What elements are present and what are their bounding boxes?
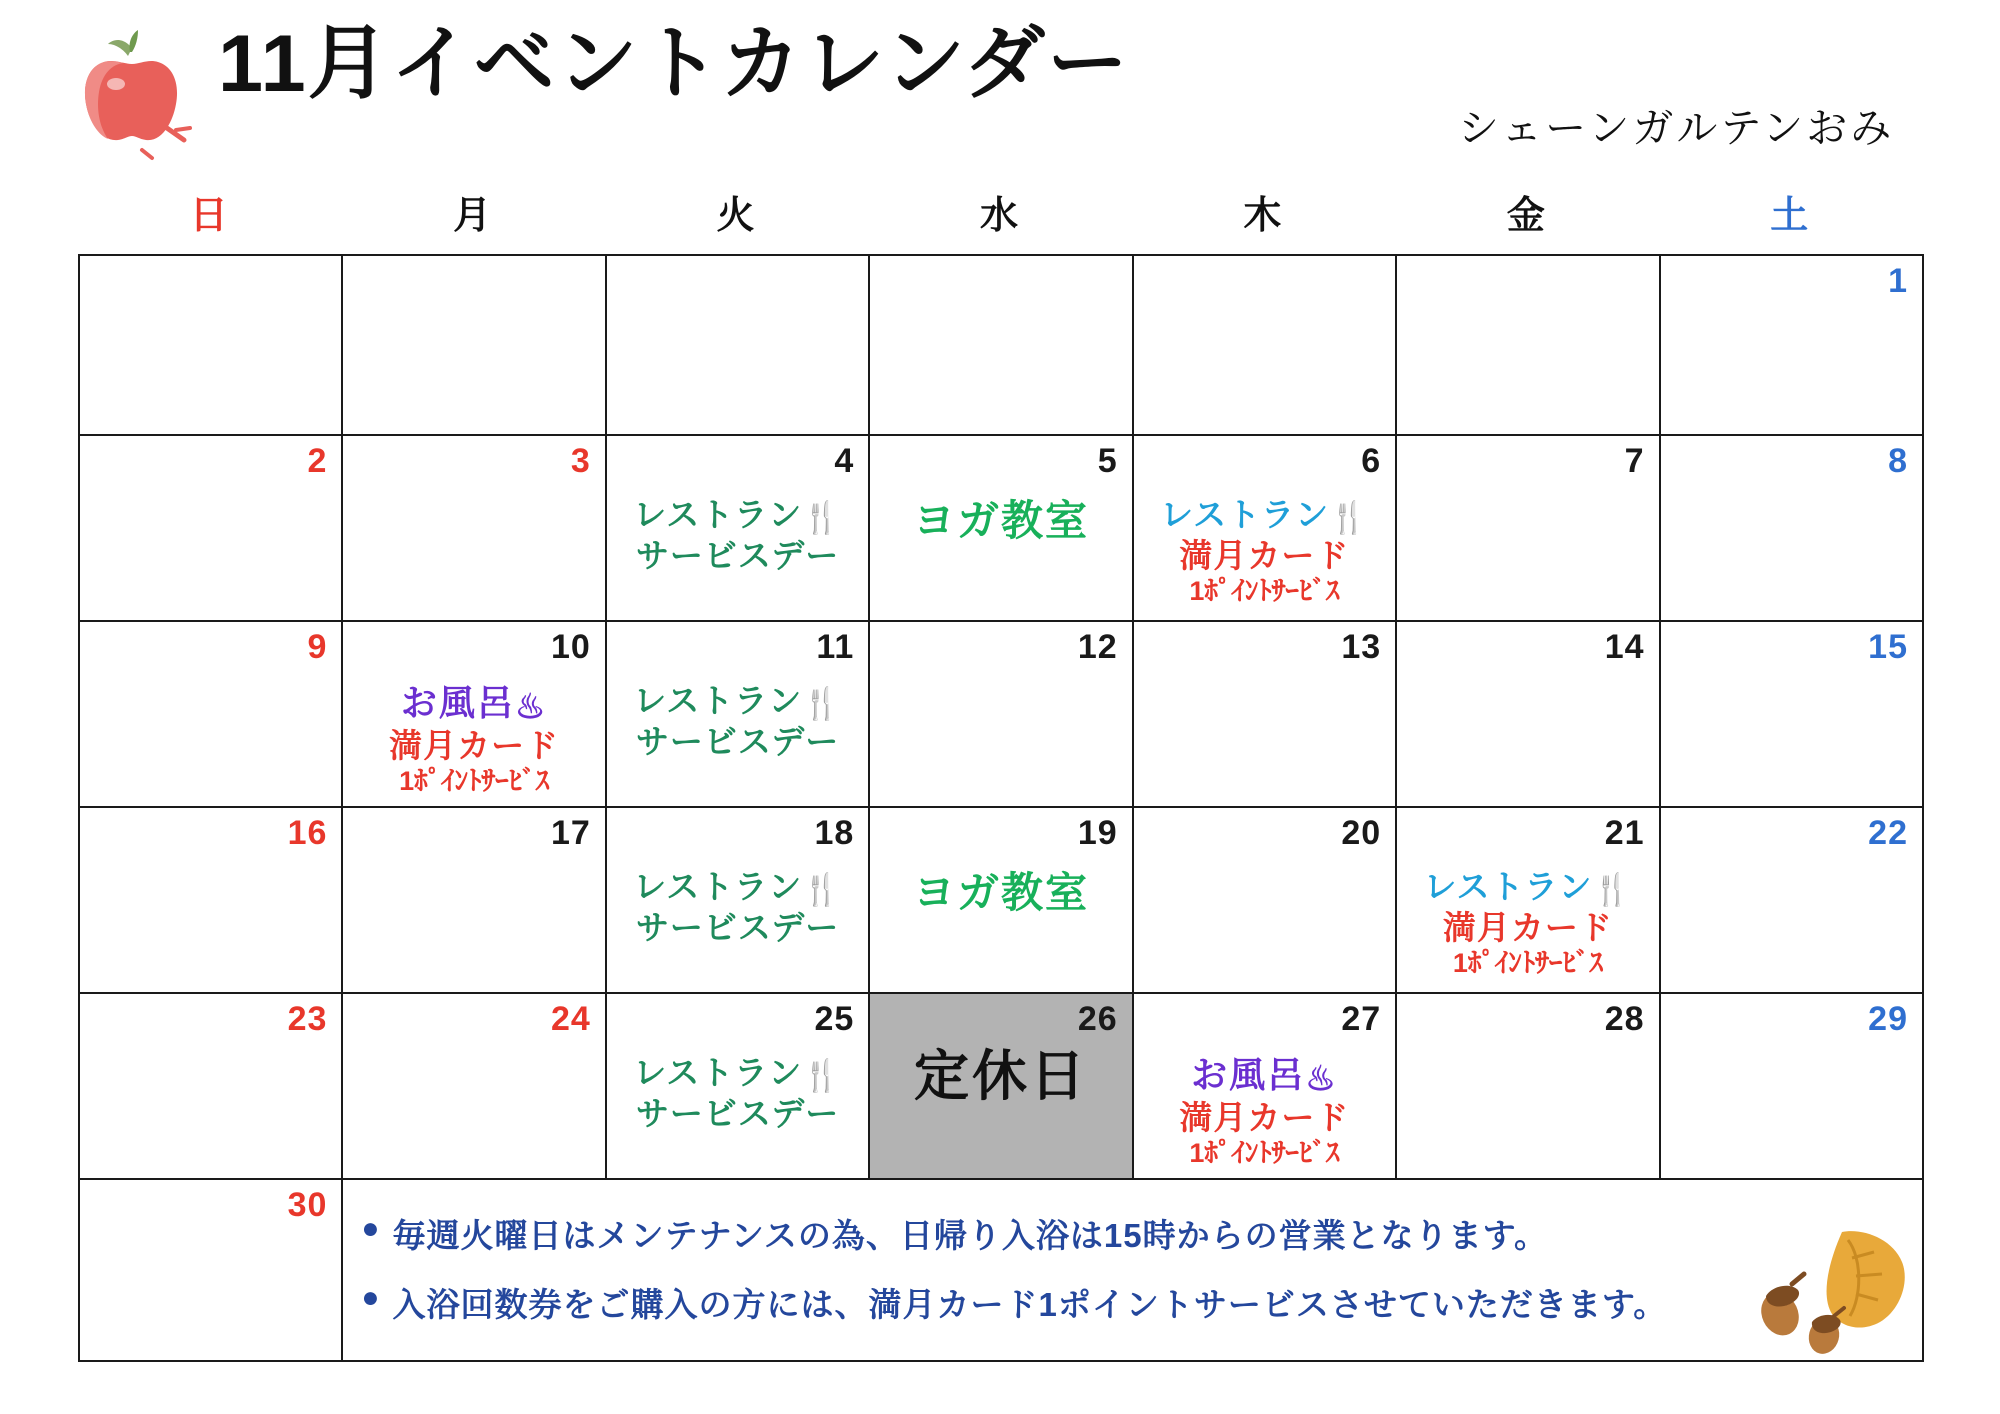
day-number: 4 xyxy=(834,442,855,480)
acorn-leaf-icon xyxy=(1722,1218,1912,1358)
event-moon-card: 満月カード xyxy=(1442,908,1613,946)
calendar-day-cell[interactable] xyxy=(1134,256,1397,436)
weekday-fri: 金 xyxy=(1506,195,1547,237)
calendar-day-cell[interactable] xyxy=(870,622,1133,808)
calendar-footer-row xyxy=(80,1180,1924,1362)
day-number: 5 xyxy=(1097,442,1118,480)
calendar-day-cell[interactable] xyxy=(80,1180,343,1362)
day-number: 14 xyxy=(1604,628,1645,666)
calendar-day-cell[interactable] xyxy=(1661,256,1924,436)
calendar-day-cell[interactable] xyxy=(343,622,606,808)
event-moon-card: 満月カード xyxy=(1179,1099,1350,1137)
calendar-day-cell[interactable] xyxy=(1397,622,1660,808)
note-item xyxy=(361,1279,1922,1326)
cutlery-icon: 🍴 xyxy=(1329,500,1369,535)
day-number: 23 xyxy=(287,1000,328,1038)
event-restaurant: レストラン🍴 xyxy=(1160,496,1369,535)
calendar-notes xyxy=(343,1180,1924,1362)
event-closed-day: 定休日 xyxy=(913,1045,1088,1107)
event-restaurant: レストラン🍴 xyxy=(633,496,842,535)
calendar-day-cell[interactable] xyxy=(1661,994,1924,1180)
day-events xyxy=(882,496,1119,546)
day-number: 1 xyxy=(1888,262,1908,300)
event-restaurant: レストラン🍴 xyxy=(1423,868,1633,907)
calendar-day-cell[interactable] xyxy=(1134,994,1397,1180)
event-bath: お風呂♨ xyxy=(1191,1054,1338,1098)
day-events xyxy=(1409,868,1646,979)
event-restaurant: レストラン🍴 xyxy=(633,1054,842,1093)
day-number: 2 xyxy=(307,442,328,480)
day-number: 26 xyxy=(1077,1000,1118,1038)
day-number: 3 xyxy=(570,442,591,480)
calendar-day-cell[interactable] xyxy=(343,808,606,994)
day-number: 21 xyxy=(1604,814,1645,852)
calendar-day-cell[interactable] xyxy=(1661,436,1924,622)
event-service-day: サービスデー xyxy=(635,908,840,946)
cutlery-icon: 🍴 xyxy=(1592,872,1633,907)
bullet-icon: ● xyxy=(361,1281,381,1314)
weekday-tue: 火 xyxy=(716,195,757,237)
calendar-day-cell[interactable] xyxy=(1397,994,1660,1180)
cutlery-icon: 🍴 xyxy=(802,500,842,535)
day-number: 27 xyxy=(1341,1000,1382,1038)
onsen-icon: ♨ xyxy=(514,688,548,726)
day-number: 15 xyxy=(1868,628,1908,666)
calendar-day-cell-closed[interactable] xyxy=(870,994,1133,1180)
day-events xyxy=(882,1044,1119,1109)
day-number: 19 xyxy=(1077,814,1118,852)
note-text: 毎週火曜日はメンテナンスの為、日帰り入浴は15時からの営業となります。 xyxy=(392,1217,1548,1254)
calendar-day-cell[interactable] xyxy=(870,436,1133,622)
day-number: 12 xyxy=(1077,628,1118,666)
day-number: 9 xyxy=(307,628,328,666)
day-number: 20 xyxy=(1341,814,1382,852)
calendar-day-cell[interactable] xyxy=(1134,436,1397,622)
calendar-week-row xyxy=(80,808,1924,994)
calendar-week-row xyxy=(80,994,1924,1180)
event-point-service: 1ﾎﾟｲﾝﾄｻｰﾋﾞｽ xyxy=(1189,1138,1340,1169)
page-title: 11月イベントカレンダー xyxy=(218,19,1130,109)
calendar-day-cell[interactable] xyxy=(343,436,606,622)
calendar-day-cell[interactable] xyxy=(343,994,606,1180)
day-number: 6 xyxy=(1361,442,1382,480)
calendar-day-cell[interactable] xyxy=(607,808,870,994)
weekday-thu: 木 xyxy=(1243,195,1284,237)
calendar-day-cell[interactable] xyxy=(343,256,606,436)
day-events xyxy=(619,496,856,576)
calendar-day-cell[interactable] xyxy=(607,436,870,622)
event-bath: お風呂♨ xyxy=(400,682,548,726)
calendar-day-cell[interactable] xyxy=(1661,622,1924,808)
event-restaurant: レストラン🍴 xyxy=(633,682,842,721)
venue-name: シェーンガルテンおみ xyxy=(1458,105,1895,151)
calendar-day-cell[interactable] xyxy=(870,256,1133,436)
apple-icon xyxy=(68,22,198,162)
calendar-day-cell[interactable] xyxy=(607,256,870,436)
day-number: 13 xyxy=(1341,628,1382,666)
cutlery-icon: 🍴 xyxy=(802,1058,842,1093)
day-events xyxy=(355,682,592,798)
day-number: 16 xyxy=(287,814,328,852)
day-events xyxy=(1146,496,1383,607)
day-number: 11 xyxy=(816,628,855,666)
calendar-day-cell[interactable] xyxy=(607,622,870,808)
weekday-mon: 月 xyxy=(453,195,494,237)
day-number: 10 xyxy=(551,628,591,666)
event-yoga: ヨガ教室 xyxy=(912,497,1089,544)
note-text: 入浴回数券をご購入の方には、満月カード1ポイントサービスさせていただきます。 xyxy=(392,1286,1668,1323)
day-number: 18 xyxy=(814,814,855,852)
calendar-day-cell[interactable] xyxy=(870,808,1133,994)
calendar-day-cell[interactable] xyxy=(80,622,343,808)
calendar-day-cell[interactable] xyxy=(80,994,343,1180)
calendar-day-cell[interactable] xyxy=(1397,808,1660,994)
day-events xyxy=(1146,1054,1383,1170)
bullet-icon: ● xyxy=(361,1212,381,1245)
event-service-day: サービスデー xyxy=(635,722,840,760)
calendar-day-cell[interactable] xyxy=(80,256,343,436)
weekday-wed: 水 xyxy=(979,195,1020,237)
event-service-day: サービスデー xyxy=(635,536,840,574)
event-service-day: サービスデー xyxy=(635,1094,840,1132)
day-events xyxy=(882,868,1119,918)
day-number: 7 xyxy=(1624,442,1645,480)
calendar-day-cell[interactable] xyxy=(80,808,343,994)
day-number: 29 xyxy=(1868,1000,1908,1038)
event-point-service: 1ﾎﾟｲﾝﾄｻｰﾋﾞｽ xyxy=(1189,575,1340,606)
event-moon-card: 満月カード xyxy=(389,727,560,765)
calendar-day-cell[interactable] xyxy=(1661,808,1924,994)
calendar-day-cell[interactable] xyxy=(1397,256,1660,436)
cutlery-icon: 🍴 xyxy=(802,872,842,907)
day-number: 28 xyxy=(1604,1000,1645,1038)
calendar-week-row xyxy=(80,436,1924,622)
day-events xyxy=(619,868,856,948)
day-events xyxy=(619,1054,856,1134)
weekday-header xyxy=(78,184,1922,244)
calendar-day-cell[interactable] xyxy=(1397,436,1660,622)
calendar-day-cell[interactable] xyxy=(1134,808,1397,994)
weekday-sat: 土 xyxy=(1770,195,1811,237)
day-number: 17 xyxy=(551,814,591,852)
day-number: 30 xyxy=(287,1186,328,1224)
onsen-icon: ♨ xyxy=(1305,1060,1338,1098)
cutlery-icon: 🍴 xyxy=(802,686,842,721)
event-restaurant: レストラン🍴 xyxy=(633,868,842,907)
calendar-week-row xyxy=(80,622,1924,808)
event-yoga: ヨガ教室 xyxy=(912,869,1089,916)
note-item xyxy=(361,1210,1922,1257)
event-point-service: 1ﾎﾟｲﾝﾄｻｰﾋﾞｽ xyxy=(399,766,550,797)
event-point-service: 1ﾎﾟｲﾝﾄｻｰﾋﾞｽ xyxy=(1452,947,1603,978)
calendar-day-cell[interactable] xyxy=(80,436,343,622)
day-number: 8 xyxy=(1888,442,1908,480)
day-number: 25 xyxy=(814,1000,855,1038)
calendar-day-cell[interactable] xyxy=(607,994,870,1180)
event-moon-card: 満月カード xyxy=(1179,536,1350,574)
weekday-sun: 日 xyxy=(189,195,230,237)
day-events xyxy=(619,682,856,762)
calendar-week-row xyxy=(80,256,1924,436)
page-header xyxy=(78,0,1922,180)
calendar-day-cell[interactable] xyxy=(1134,622,1397,808)
day-number: 24 xyxy=(551,1000,591,1038)
day-number: 22 xyxy=(1868,814,1908,852)
calendar-grid xyxy=(78,254,1924,1362)
